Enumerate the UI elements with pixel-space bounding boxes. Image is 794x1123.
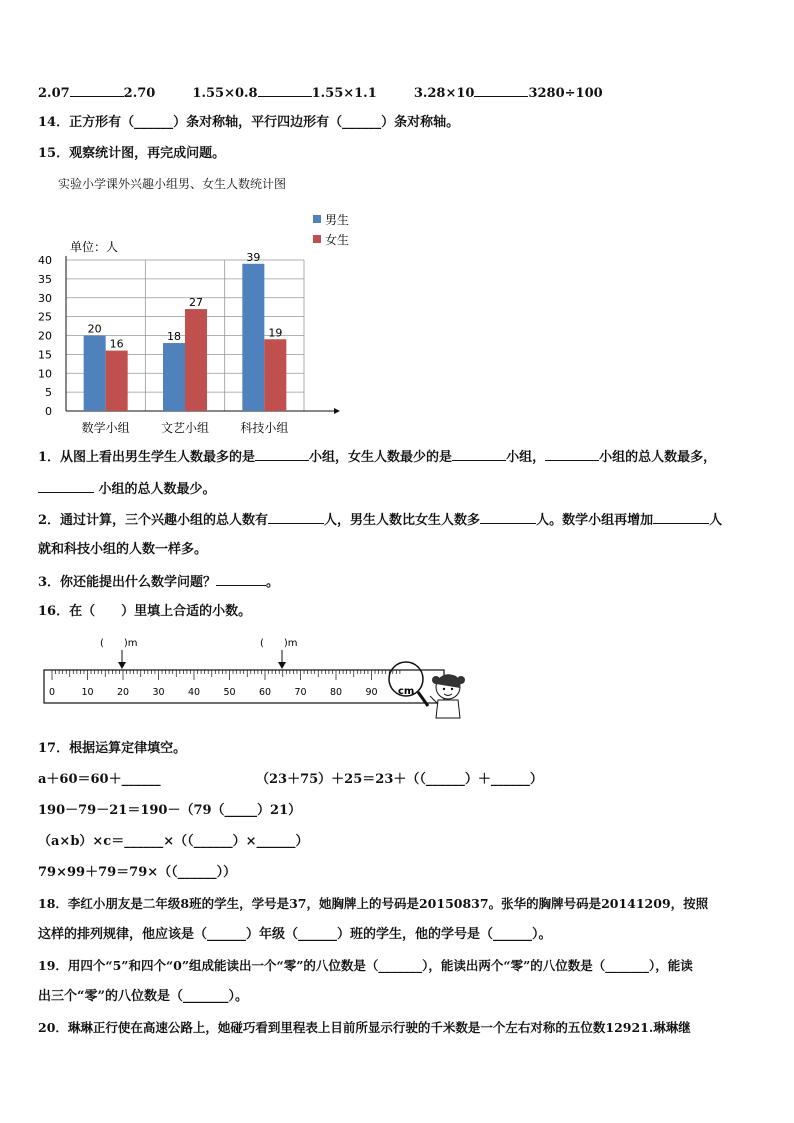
q17-l4: 79×99＋79＝79×（（______）） xyxy=(38,865,237,880)
q15-sub1c: 小组， xyxy=(506,450,546,465)
q15-sub1-line2 xyxy=(38,480,216,498)
q15-blank-5[interactable] xyxy=(268,511,324,524)
q15-blank-3[interactable] xyxy=(545,448,599,461)
y-tick-label: 35 xyxy=(38,272,52,286)
ruler-unit: cm xyxy=(398,686,415,697)
q20-l1: 20．琳琳正行使在高速公路上，她碰巧看到里程表上目前所显示行驶的千米数是一个左右对称的五位数12921.琳琳继 xyxy=(38,1020,691,1035)
bar-data-label: 20 xyxy=(87,322,102,336)
q15-blank-7[interactable] xyxy=(653,511,709,524)
bar-女生-科技小组 xyxy=(264,339,286,411)
ruler-tick-label: 0 xyxy=(48,687,56,698)
ruler-tick-label: 90 xyxy=(365,687,378,698)
x-tick-label: 科技小组 xyxy=(240,421,289,435)
arrow-head-1 xyxy=(118,662,126,669)
q19-l2: 出三个“零”的八位数是（_______）。 xyxy=(38,989,248,1004)
q17-l1a: a＋60＝60＋______ xyxy=(38,772,161,787)
bar-data-label: 18 xyxy=(167,330,181,344)
y-tick-label: 0 xyxy=(45,405,52,418)
y-tick-label: 30 xyxy=(38,291,52,305)
x-tick-label: 数学小组 xyxy=(81,421,130,435)
ruler-tick-label: 60 xyxy=(258,687,272,698)
bar-data-label: 27 xyxy=(189,296,203,310)
bar-女生-数学小组 xyxy=(106,351,128,411)
q15-blank-4[interactable] xyxy=(38,480,94,493)
q14-text: 14．正方形有（______）条对称轴，平行四边形有（______）条对称轴。 xyxy=(38,115,460,130)
chart-title: 实验小学课外兴趣小组男、女生人数统计图 xyxy=(58,177,287,191)
arrow-head-2 xyxy=(278,662,286,669)
bar-data-label: 16 xyxy=(109,337,124,351)
q13-c2: 3280÷100 xyxy=(528,86,603,101)
legend-label: 女生 xyxy=(325,233,350,247)
q15-sub2-line1 xyxy=(38,511,722,529)
q17-l3: （a×b）×c＝______×（（______）×______） xyxy=(38,834,309,849)
y-tick-label: 20 xyxy=(38,329,52,343)
q17-title: 17．根据运算定律填空。 xyxy=(38,741,187,756)
ruler-tick-label: 20 xyxy=(116,687,130,698)
ruler-body xyxy=(44,670,444,703)
bar-data-label: 39 xyxy=(246,250,261,264)
q17-l2: 190－79－21＝190－（79（_____）21） xyxy=(38,803,302,818)
q15-blank-1[interactable] xyxy=(255,448,309,461)
legend-swatch xyxy=(313,235,321,243)
q18-l2: 这样的排列规律，他应该是（______）年级（______）班的学生，他的学号是（______）。 xyxy=(38,927,552,942)
q15-sub2c: 人。数学小组再增加 xyxy=(536,513,654,528)
ruler-mark-label-1: ( )m xyxy=(100,638,138,649)
q13-b1: 1.55×0.8 xyxy=(192,86,258,101)
q15-sub1a: 1．从图上看出男生学生人数最多的是 xyxy=(38,450,256,465)
y-tick-label: 25 xyxy=(38,310,52,324)
q15-blank-6[interactable] xyxy=(480,511,536,524)
ruler-tick-label: 70 xyxy=(294,687,307,698)
q15-sub2b: 人，男生人数比女生人数多 xyxy=(324,513,481,528)
q15-sub1-line1 xyxy=(38,448,716,466)
q13-blank-1[interactable] xyxy=(70,84,124,97)
y-axis-label: 单位：人 xyxy=(70,240,119,254)
bar-data-label: 19 xyxy=(268,326,283,340)
q15-blank-2[interactable] xyxy=(452,448,506,461)
q15-sub1d: 小组的总人数最多， xyxy=(599,450,717,465)
q15-blank-8[interactable] xyxy=(216,573,266,586)
bar-男生-数学小组 xyxy=(84,336,106,412)
bar-chart xyxy=(30,205,410,445)
q15-sub3 xyxy=(38,573,279,591)
q15-sub3b: 。 xyxy=(266,575,280,590)
q15-sub2d: 人 xyxy=(709,513,723,528)
q16-title: 16．在（ ）里填上合适的小数。 xyxy=(38,604,252,619)
ruler-mark-label-2: ( )m xyxy=(260,638,298,649)
x-axis-arrow xyxy=(334,408,340,414)
q13-blank-2[interactable] xyxy=(258,84,312,97)
q15-sub1b: 小组，女生人数最少的是 xyxy=(309,450,453,465)
y-tick-label: 15 xyxy=(38,348,52,362)
ruler-tick-label: 30 xyxy=(152,687,165,698)
ruler-tick-label: 50 xyxy=(223,687,236,698)
ruler-tick-label: 80 xyxy=(329,687,343,698)
q13-blank-3[interactable] xyxy=(474,84,528,97)
q15-sub3a: 3．你还能提出什么数学问题？ xyxy=(38,575,217,590)
q15-sub1e: 小组的总人数最少。 xyxy=(98,482,216,497)
bar-男生-文艺小组 xyxy=(163,343,185,411)
y-tick-label: 5 xyxy=(45,386,52,400)
q13-a2: 2.70 xyxy=(123,86,156,101)
q19-l1: 19．用四个“5”和四个“0”组成能读出一个“零”的八位数是（_______），能读出两个“零”的八位数是（_______），能读 xyxy=(38,958,693,973)
q15-title: 15．观察统计图，再完成问题。 xyxy=(38,146,226,161)
q13-b2: 1.55×1.1 xyxy=(311,86,377,101)
bar-男生-科技小组 xyxy=(242,264,264,411)
q17-l1b: （23＋75）＋25＝23＋（（______）＋______） xyxy=(256,772,543,787)
ruler-figure xyxy=(38,632,478,722)
ruler-tick-label: 10 xyxy=(81,687,94,698)
q15-sub2-line2: 就和科技小组的人数一样多。 xyxy=(38,542,208,557)
q13-row xyxy=(38,84,603,102)
q13-a1: 2.07 xyxy=(38,86,70,101)
y-tick-label: 40 xyxy=(38,254,52,267)
q15-sub2a: 2．通过计算，三个兴趣小组的总人数有 xyxy=(38,513,269,528)
legend-swatch xyxy=(313,215,321,223)
bar-女生-文艺小组 xyxy=(185,309,207,411)
x-tick-label: 文艺小组 xyxy=(160,421,210,435)
legend-label: 男生 xyxy=(325,213,350,227)
y-tick-label: 10 xyxy=(38,367,52,381)
ruler-tick-label: 40 xyxy=(187,687,201,698)
q13-c1: 3.28×10 xyxy=(413,86,475,101)
q18-l1: 18．李红小朋友是二年级8班的学生，学号是37，她胸牌上的号码是20150837。张华的胸牌号码是20141209，按照 xyxy=(38,896,709,911)
